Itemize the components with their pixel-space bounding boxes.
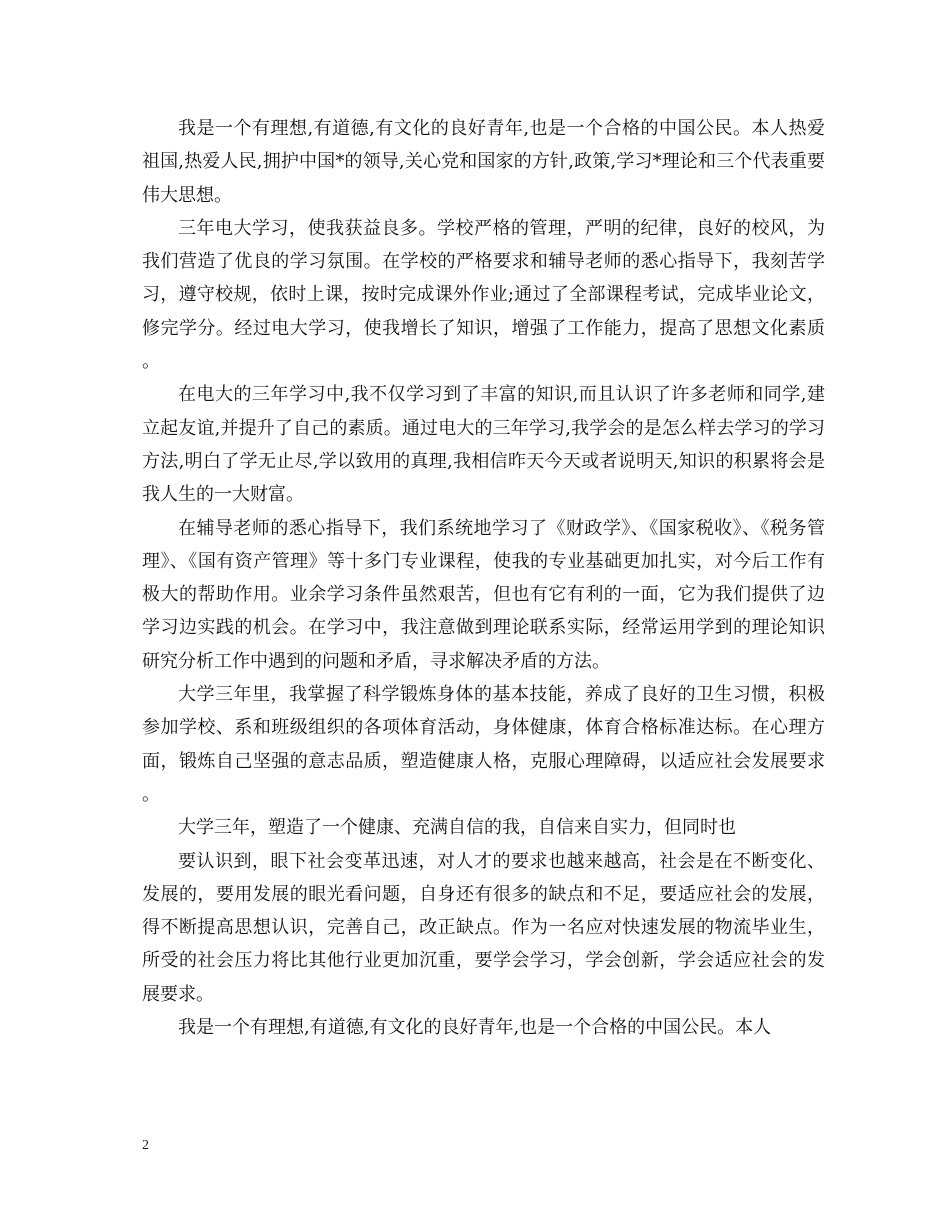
- paragraph-6: 大学三年，塑造了一个健康、充满自信的我，自信来自实力，但同时也: [178, 817, 736, 839]
- paragraph-7: 要认识到，眼下社会变革迅速，对人才的要求也越来越高，社会是在不断变化、发展的，要用发展的眼光看问题，自身还有很多的缺点和不足，要适应社会的发展，得不断提高思想认识，完善自己，改正缺点。作为一名应对快速发展的物流毕业生，所受的社会压力将比其他行业更加沉重，要学会学习，学会创新，学会适应社会的发展要求。: [142, 850, 825, 1005]
- paragraph-3: 在电大的三年学习中,我不仅学习到了丰富的知识,而且认识了许多老师和同学,建立起友谊,并提升了自己的素质。通过电大的三年学习,我学会的是怎么样去学习的学习方法,明白了学无止尽,学以致用的真理,我相信昨天今天或者说明天,知识的积累将会是我人生的一大财富。: [142, 384, 825, 506]
- page-body: [142, 112, 825, 1044]
- paragraph-8: 我是一个有理想,有道德,有文化的良好青年,也是一个合格的中国公民。本人: [178, 1017, 772, 1039]
- paragraph-4: 在辅导老师的悉心指导下，我们系统地学习了《财政学》、《国家税收》、《税务管理》、《国有资产管理》等十多门专业课程，使我的专业基础更加扎实，对今后工作有极大的帮助作用。业余学习条件虽然艰苦，但也有它有利的一面，它为我们提供了边学习边实践的机会。在学习中，我注意做到理论联系实际，经常运用学到的理论知识研究分析工作中遇到的问题和矛盾，寻求解决矛盾的方法。: [142, 517, 825, 672]
- paragraph-2: 三年电大学习，使我获益良多。学校严格的管理，严明的纪律，良好的校风，为我们营造了优良的学习氛围。在学校的严格要求和辅导老师的悉心指导下，我刻苦学习，遵守校规，依时上课，按时完成课外作业;通过了全部课程考试，完成毕业论文，修完学分。经过电大学习，使我增长了知识，增强了工作能力，提高了思想文化素质。: [142, 217, 825, 373]
- paragraph-5: 大学三年里，我掌握了科学锻炼身体的基本技能，养成了良好的卫生习惯，积极参加学校、系和班级组织的各项体育活动，身体健康，体育合格标准达标。在心理方面，锻炼自己坚强的意志品质，塑造健康人格，克服心理障碍，以适应社会发展要求。: [142, 684, 825, 805]
- page-number: 2: [142, 1138, 149, 1153]
- paragraph-1: 我是一个有理想,有道德,有文化的良好青年,也是一个合格的中国公民。本人热爱祖国,热爱人民,拥护中国*的领导,关心党和国家的方针,政策,学习*理论和三个代表重要伟大思想。: [142, 118, 825, 206]
